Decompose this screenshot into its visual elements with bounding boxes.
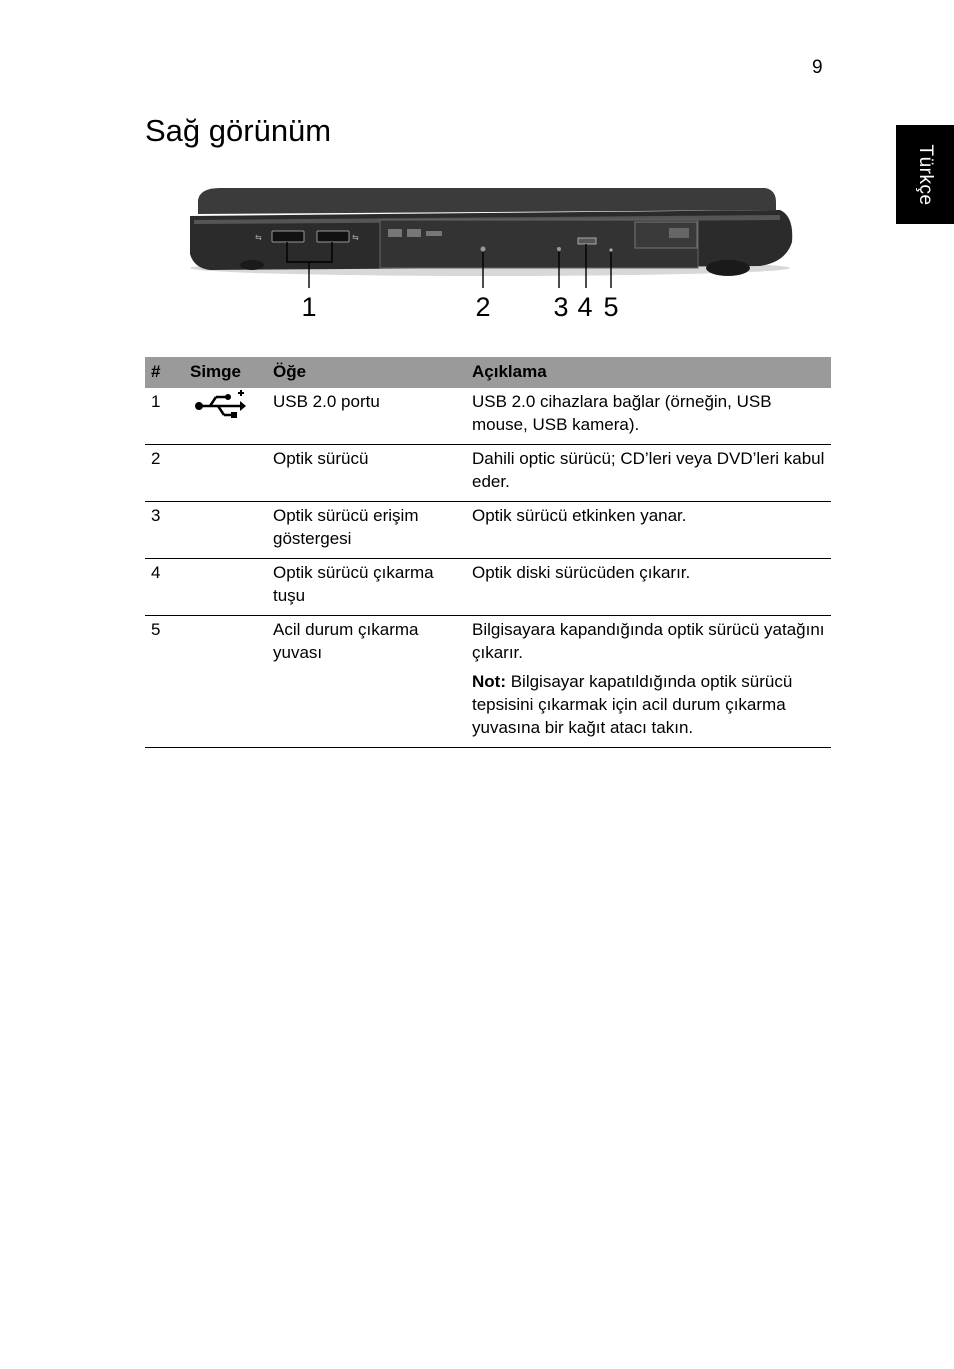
laptop-right-side-illustration <box>180 180 800 330</box>
laptop-foot-left <box>240 260 264 270</box>
table-row <box>145 445 831 502</box>
callout-label-4: 4 <box>577 292 593 322</box>
language-tab-label: Türkçe <box>915 143 936 206</box>
row-description: Optik sürücü etkinken yanar. <box>466 502 831 559</box>
ports-table <box>145 357 831 748</box>
laptop-lid <box>198 188 776 214</box>
note-label: Not: <box>472 672 506 691</box>
table-row <box>145 388 831 445</box>
row-number: 5 <box>145 616 184 748</box>
row-number: 4 <box>145 559 184 616</box>
row-number: 3 <box>145 502 184 559</box>
header-description: Açıklama <box>466 357 831 388</box>
callout-label-5: 5 <box>603 292 619 322</box>
header-item: Öğe <box>267 357 466 388</box>
row-note <box>472 670 825 739</box>
page-number: 9 <box>812 57 823 78</box>
note-text: Bilgisayar kapatıldığında optik sürücü tepsisini çıkarmak için acil durum çıkarma yuvasına bir kağıt atacı takın. <box>472 672 793 737</box>
drive-activity-indicator <box>481 247 486 252</box>
row-description: Dahili optic sürücü; CD’leri veya DVD’leri kabul eder. <box>466 445 831 502</box>
callout-label-2: 2 <box>475 292 491 322</box>
row-item: USB 2.0 portu <box>267 388 466 445</box>
laptop-foot-right <box>706 260 750 276</box>
table-header-row <box>145 357 831 388</box>
row-description-cell <box>466 616 831 748</box>
row-icon-cell <box>184 388 267 445</box>
drive-emergency-hole <box>609 248 612 251</box>
row-item: Optik sürücü <box>267 445 466 502</box>
usb-port-2-mark: ⇆ <box>352 233 359 242</box>
row-description: Bilgisayara kapandığında optik sürücü yatağını çıkarır. <box>472 620 825 662</box>
drive-logo-1 <box>388 229 402 237</box>
row-number: 2 <box>145 445 184 502</box>
row-number: 1 <box>145 388 184 445</box>
row-icon-cell <box>184 502 267 559</box>
callout-label-1: 1 <box>301 292 317 322</box>
row-icon-cell <box>184 445 267 502</box>
table-row <box>145 616 831 748</box>
usb-port-1-mark: ⇆ <box>255 233 262 242</box>
drive-logo-2 <box>407 229 421 237</box>
table-row <box>145 502 831 559</box>
row-item: Acil durum çıkarma yuvası <box>267 616 466 748</box>
row-item: Optik sürücü erişim göstergesi <box>267 502 466 559</box>
header-icon: Simge <box>184 357 267 388</box>
usb-icon <box>194 390 246 422</box>
usb-port-1 <box>272 231 304 242</box>
row-item: Optik sürücü çıkarma tuşu <box>267 559 466 616</box>
page-title: Sağ görünüm <box>145 113 332 148</box>
drive-led <box>557 247 561 251</box>
drive-logo-3 <box>426 231 442 236</box>
row-icon-cell <box>184 616 267 748</box>
callout-label-3: 3 <box>553 292 569 322</box>
header-number: # <box>145 357 184 388</box>
row-icon-cell <box>184 559 267 616</box>
drive-eject-button <box>578 238 596 244</box>
row-description: USB 2.0 cihazlara bağlar (örneğin, USB mouse, USB kamera). <box>466 388 831 445</box>
drive-logo-4 <box>669 228 689 238</box>
usb-port-2 <box>317 231 349 242</box>
table-row <box>145 559 831 616</box>
language-tab <box>896 125 954 224</box>
row-description: Optik diski sürücüden çıkarır. <box>466 559 831 616</box>
